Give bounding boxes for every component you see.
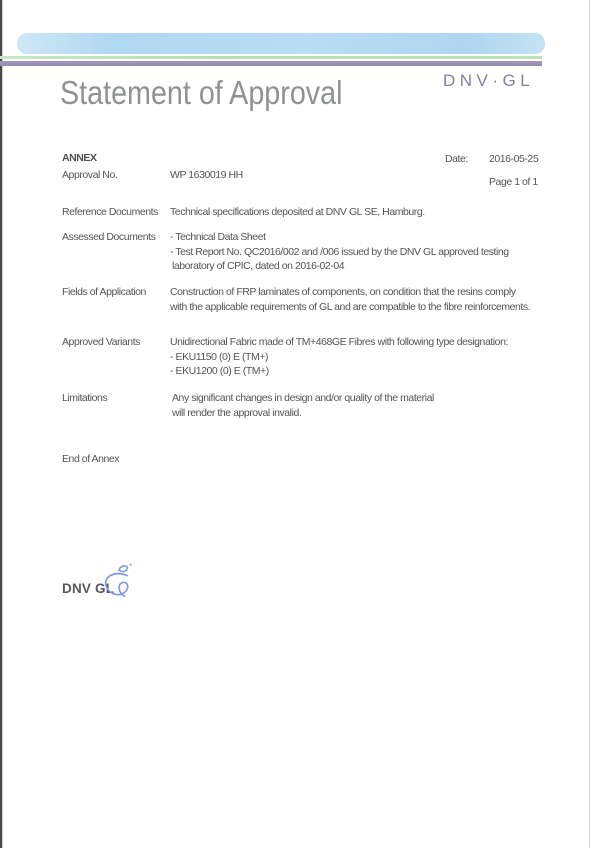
section-label-approved-variants: Approved Variants [62,336,140,348]
footer-dnv-gl-text: DNV GL [62,581,115,596]
section-line: - Test Report No. QC2016/002 and /006 issued by the DNV GL approved testing [170,245,509,258]
letterhead-green-line [0,56,542,59]
section-line: - Technical Data Sheet [170,231,266,243]
section-value-fields-of-application [170,285,530,314]
letterhead-purple-line [0,61,542,66]
date-value: 2016-05-25 [489,153,539,165]
section-value-assessed-documents [170,230,509,274]
document-title: Statement of Approval [60,74,343,111]
section-line: - EKU1200 (0) E (TM+) [170,365,269,377]
section-label-assessed-documents: Assessed Documents [62,231,156,243]
end-of-annex-note: End of Annex [62,453,120,465]
dnv-gl-logo: DNV·GL [443,71,535,90]
section-line: laboratory of CPIC, dated on 2016-02-04 [172,260,345,272]
section-line: Construction of FRP laminates of components, on condition that the resins comply [170,286,516,298]
section-line: Technical specifications deposited at DNV GL SE, Hamburg. [170,206,425,218]
approval-no-value: WP 1630019 HH [170,169,243,181]
signature-scribble-icon [99,560,141,611]
scan-edge-right [589,0,590,848]
section-label-fields-of-application: Fields of Application [62,286,146,298]
approval-no-label: Approval No. [62,169,118,181]
page-number: Page 1 of 1 [489,176,538,188]
scan-edge-left [0,0,2,848]
section-line: will render the approval invalid. [172,406,302,419]
section-label-limitations: Limitations [62,392,108,404]
annex-heading: ANNEX [62,152,97,164]
section-value-reference-documents [170,205,425,220]
letterhead-blue-band [17,33,545,54]
section-line: - EKU1150 (0) E (TM+) [170,350,269,363]
section-line: Unidirectional Fabric made of TM+468GE Fibres with following type designation: [170,336,508,348]
section-value-approved-variants [170,335,508,379]
section-label-reference-documents: Reference Documents [62,206,158,218]
section-line: with the applicable requirements of GL and are compatible to the fibre reinforcements. [170,300,531,313]
section-line: Any significant changes in design and/or quality of the material [172,392,434,404]
date-label: Date: [445,153,468,165]
section-value-limitations [170,391,434,420]
